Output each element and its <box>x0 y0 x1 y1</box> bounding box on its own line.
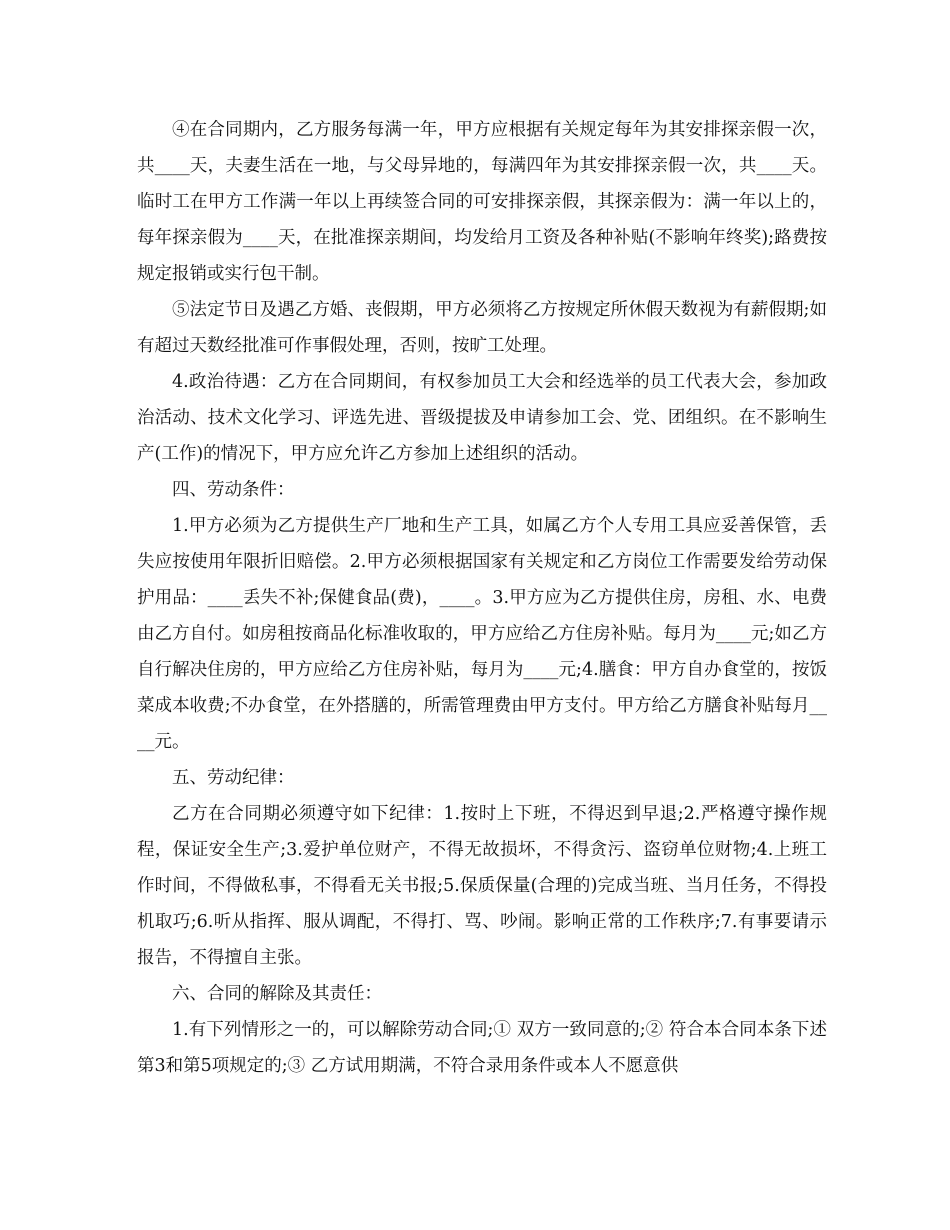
paragraph-holidays: ⑤法定节日及遇乙方婚、丧假期，甲方必须将乙方按规定所休假天数视为有薪假期;如有超过天数经批准可作事假处理，否则，按旷工处理。 <box>137 300 827 356</box>
document-page <box>137 112 827 1084</box>
section-heading-contract-termination: 六、合同的解除及其责任： <box>172 984 382 1004</box>
paragraph-labor-discipline: 乙方在合同期必须遵守如下纪律：1.按时上下班，不得迟到早退;2.严格遵守操作规程，保证安全生产;3.爱护单位财产，不得无故损坏，不得贪污、盗窃单位财物;4.上班工作时间，不得做私事，不得看无关书报;5.保质保量(合理的)完成当班、当月任务，不得投机取巧;6.听从指挥、服从调配，不得打、骂、吵闹。影响正常的工作秩序;7.有事要请示报告，不得擅自主张。 <box>137 804 827 968</box>
section-heading-labor-conditions: 四、劳动条件： <box>172 480 295 500</box>
paragraph-home-leave: ④在合同期内，乙方服务每满一年，甲方应根据有关规定每年为其安排探亲假一次，共____天，夫妻生活在一地，与父母异地的，每满四年为其安排探亲假一次，共____天。临时工在甲方工作满一年以上再续签合同的可安排探亲假，其探亲假为：满一年以上的，每年探亲假为____天，在批准探亲期间，均发给月工资及各种补贴(不影响年终奖);路费按规定报销或实行包干制。 <box>137 120 827 284</box>
section-heading-labor-discipline: 五、劳动纪律： <box>172 768 295 788</box>
paragraph-labor-conditions: 1.甲方必须为乙方提供生产厂地和生产工具，如属乙方个人专用工具应妥善保管，丢失应按使用年限折旧赔偿。2.甲方必须根据国家有关规定和乙方岗位工作需要发给劳动保护用品：____丢失不补;保健食品(费)，____。3.甲方应为乙方提供住房，房租、水、电费由乙方自付。如房租按商品化标准收取的，甲方应给乙方住房补贴。每月为____元;如乙方自行解决住房的，甲方应给乙方住房补贴，每月为____元;4.膳食：甲方自办食堂的，按饭菜成本收费;不办食堂，在外搭膳的，所需管理费由甲方支付。甲方给乙方膳食补贴每月____元。 <box>137 516 827 752</box>
paragraph-contract-termination: 1.有下列情形之一的，可以解除劳动合同;① 双方一致同意的;② 符合本合同本条下述第3和第5项规定的;③ 乙方试用期满，不符合录用条件或本人不愿意供 <box>137 1020 827 1076</box>
paragraph-political-treatment: 4.政治待遇：乙方在合同期间，有权参加员工大会和经选举的员工代表大会，参加政治活动、技术文化学习、评选先进、晋级提拔及申请参加工会、党、团组织。在不影响生产(工作)的情况下，甲方应允许乙方参加上述组织的活动。 <box>137 372 827 464</box>
